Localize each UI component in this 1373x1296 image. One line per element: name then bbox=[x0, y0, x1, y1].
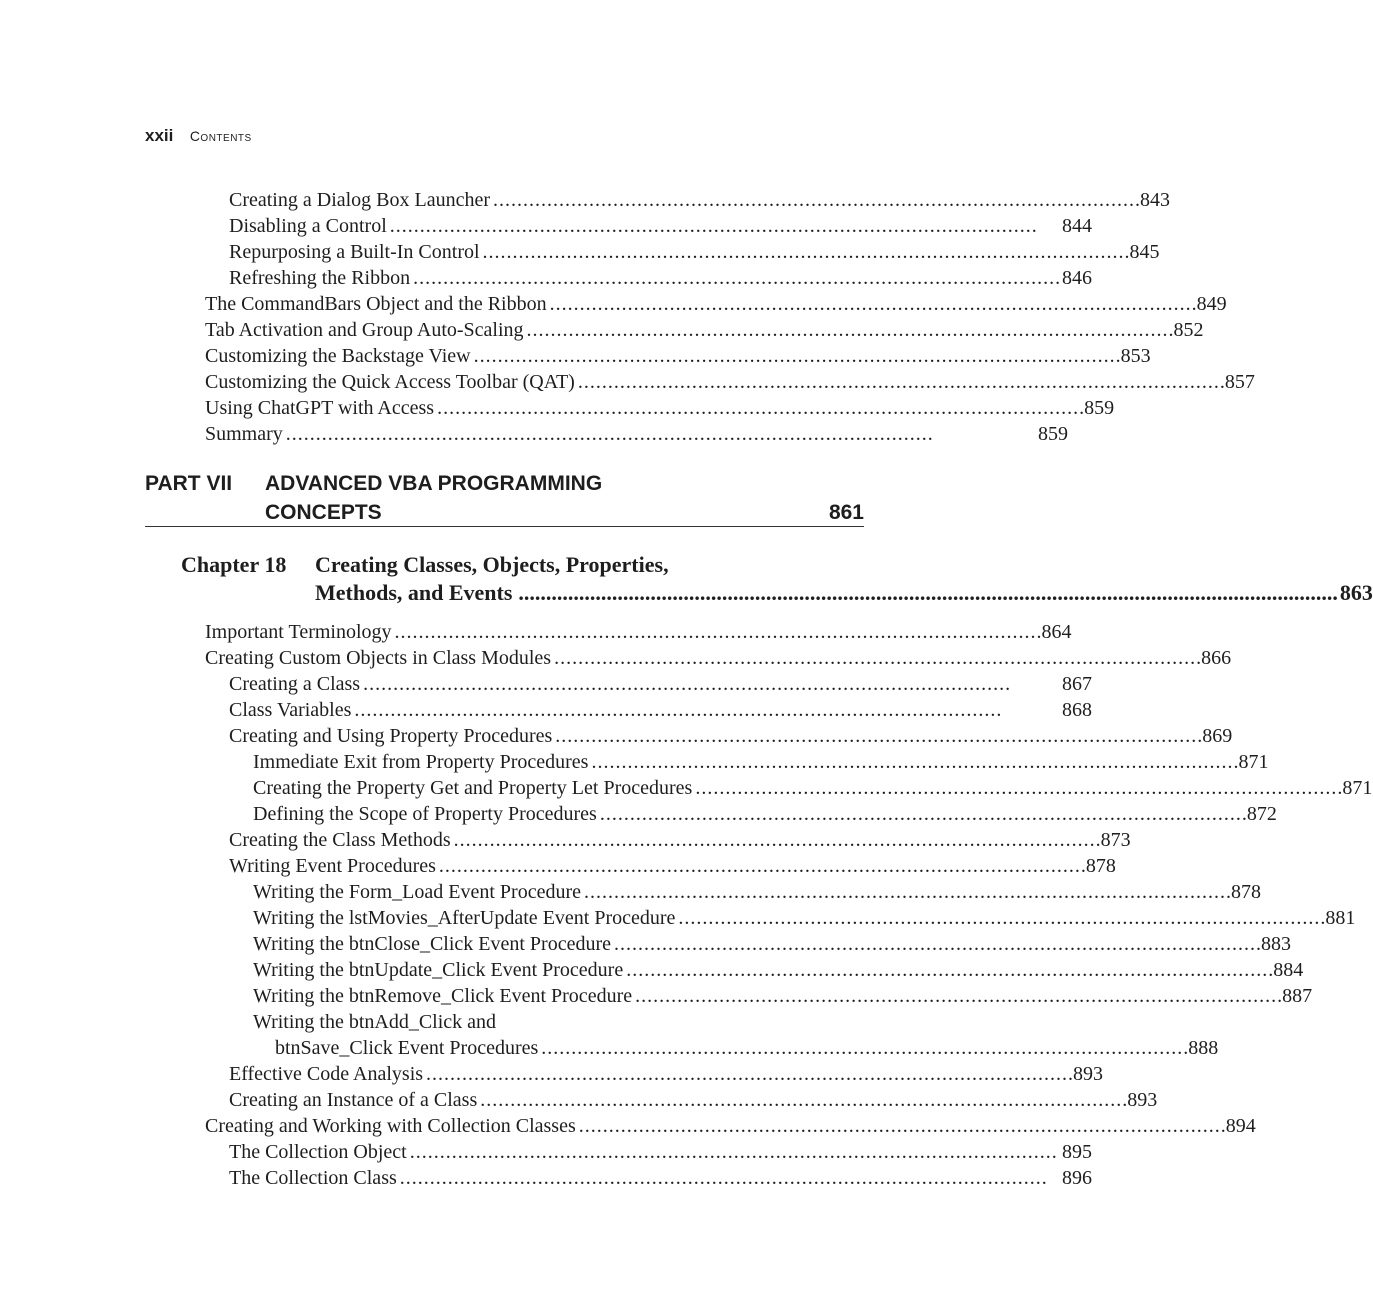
chapter-page: 863 bbox=[1339, 580, 1373, 605]
toc-entry-page: 853 bbox=[1120, 345, 1151, 367]
dot-leader bbox=[578, 369, 1223, 395]
toc-entry-title: Creating the Property Get and Property Let Procedures bbox=[253, 777, 693, 799]
dot-leader bbox=[527, 317, 1172, 343]
toc-entry-title: Writing the btnUpdate_Click Event Procedure bbox=[253, 959, 624, 981]
toc-entry-page: 881 bbox=[1325, 907, 1356, 929]
toc-entry[interactable] bbox=[0, 187, 1171, 213]
toc-entry-page: 878 bbox=[1085, 855, 1116, 877]
toc-entry-title: Customizing the Quick Access Toolbar (QAT) bbox=[205, 371, 575, 393]
toc-entry[interactable] bbox=[0, 879, 1261, 905]
toc-entry-title: btnSave_Click Event Procedures bbox=[275, 1037, 539, 1059]
toc-entry[interactable] bbox=[0, 1087, 1158, 1113]
toc-entry-page: 852 bbox=[1173, 319, 1204, 341]
toc-entry-page: 843 bbox=[1140, 189, 1171, 211]
dot-leader bbox=[554, 645, 1199, 671]
toc-entry-title: Immediate Exit from Property Procedures bbox=[253, 751, 589, 773]
chapter-title-line1: Creating Classes, Objects, Properties, bbox=[315, 552, 669, 577]
toc-entry-page: 894 bbox=[1225, 1115, 1256, 1137]
toc-entry-title: Disabling a Control bbox=[229, 215, 387, 237]
toc-entry-page: 869 bbox=[1202, 725, 1233, 747]
toc-entry[interactable] bbox=[0, 645, 1232, 671]
toc-entry-title: Effective Code Analysis bbox=[229, 1063, 424, 1085]
part-divider bbox=[145, 526, 864, 527]
toc-entry-title: Creating a Dialog Box Launcher bbox=[229, 189, 491, 211]
toc-entry-title: Customizing the Backstage View bbox=[205, 345, 471, 367]
toc-entry-title: Using ChatGPT with Access bbox=[205, 397, 435, 419]
toc-entry-page: 864 bbox=[1041, 621, 1072, 643]
toc-entry[interactable] bbox=[0, 801, 1277, 827]
dot-leader bbox=[579, 1113, 1224, 1139]
dot-leader bbox=[439, 853, 1084, 879]
dot-leader bbox=[614, 931, 1259, 957]
dot-leader bbox=[555, 723, 1200, 749]
toc-entry[interactable] bbox=[0, 619, 1072, 645]
toc-entry[interactable] bbox=[0, 369, 1255, 395]
dot-leader bbox=[413, 265, 1060, 291]
toc-entry-title: Creating Custom Objects in Class Modules bbox=[205, 647, 552, 669]
dot-leader bbox=[286, 421, 1036, 447]
toc-entry[interactable] bbox=[0, 1035, 1219, 1061]
toc-entry[interactable] bbox=[0, 343, 1151, 369]
toc-entry-title: Creating the Class Methods bbox=[229, 829, 451, 851]
part-title-line1: ADVANCED VBA PROGRAMMING bbox=[265, 472, 603, 495]
toc-entry[interactable] bbox=[0, 317, 1204, 343]
toc-entry-page: 859 bbox=[1084, 397, 1115, 419]
dot-leader bbox=[395, 619, 1040, 645]
chapter-title-line2: Methods, and Events bbox=[315, 580, 513, 605]
dot-leader bbox=[678, 905, 1323, 931]
toc-entry-page: 859 bbox=[1038, 423, 1068, 445]
toc-entry[interactable] bbox=[0, 697, 1092, 723]
dot-leader bbox=[695, 775, 1340, 801]
toc-entry-page: 871 bbox=[1342, 777, 1373, 799]
toc-entry-page: 872 bbox=[1246, 803, 1277, 825]
toc-entry-page: 867 bbox=[1062, 673, 1092, 695]
toc-entry-title: The CommandBars Object and the Ribbon bbox=[205, 293, 547, 315]
toc-entry-title: The Collection Object bbox=[229, 1141, 407, 1163]
dot-leader bbox=[541, 1035, 1186, 1061]
dot-leader bbox=[550, 291, 1195, 317]
toc-entry-title: Writing Event Procedures bbox=[229, 855, 436, 877]
dot-leader bbox=[454, 827, 1099, 853]
toc-entry-title: Creating and Using Property Procedures bbox=[229, 725, 553, 747]
dot-leader bbox=[390, 213, 1060, 239]
toc-entry[interactable] bbox=[0, 421, 1068, 447]
part-page: 861 bbox=[828, 501, 864, 524]
toc-entry[interactable] bbox=[0, 291, 1227, 317]
dot-leader bbox=[518, 580, 1338, 606]
toc-entry-title: Creating a Class bbox=[229, 673, 361, 695]
toc-entry-title: Writing the btnClose_Click Event Procedure bbox=[253, 933, 612, 955]
toc-entry[interactable] bbox=[0, 1061, 1104, 1087]
dot-leader bbox=[483, 239, 1128, 265]
toc-entry[interactable] bbox=[0, 905, 1356, 931]
dot-leader bbox=[400, 1165, 1060, 1191]
toc-entry-page: 893 bbox=[1127, 1089, 1158, 1111]
toc-entry-title: Class Variables bbox=[229, 699, 352, 721]
toc-entry-page: 846 bbox=[1062, 267, 1092, 289]
dot-leader bbox=[437, 395, 1082, 421]
toc-entry-page: 884 bbox=[1273, 959, 1304, 981]
toc-entry[interactable] bbox=[0, 853, 1116, 879]
chapter-label: Chapter 18 bbox=[181, 552, 287, 577]
dot-leader bbox=[474, 343, 1119, 369]
running-head-section: Contents bbox=[189, 128, 252, 144]
dot-leader bbox=[493, 187, 1138, 213]
toc-entry-page: 878 bbox=[1231, 881, 1261, 903]
part-title-line2: CONCEPTS bbox=[265, 501, 382, 524]
chapter-title-line2-row bbox=[315, 580, 1373, 606]
dot-leader bbox=[410, 1139, 1060, 1165]
toc-entry[interactable] bbox=[0, 671, 1092, 697]
toc-entry[interactable] bbox=[0, 957, 1304, 983]
toc-entry-title: Summary bbox=[205, 423, 283, 445]
toc-entry[interactable] bbox=[0, 1165, 1092, 1191]
toc-entry[interactable] bbox=[0, 265, 1092, 291]
toc-entry-page: 887 bbox=[1282, 985, 1313, 1007]
toc-entry[interactable] bbox=[0, 983, 1313, 1009]
part-label: PART VII bbox=[145, 472, 233, 495]
toc-entry-page: 844 bbox=[1062, 215, 1092, 237]
toc-entry-title: Important Terminology bbox=[205, 621, 392, 643]
toc-entry-title: Creating an Instance of a Class bbox=[229, 1089, 478, 1111]
dot-leader bbox=[626, 957, 1271, 983]
dot-leader bbox=[354, 697, 1060, 723]
toc-entry[interactable] bbox=[0, 827, 1131, 853]
toc-entry-title: Writing the Form_Load Event Procedure bbox=[253, 881, 581, 903]
page-number: xxii bbox=[145, 126, 174, 145]
dot-leader bbox=[591, 749, 1236, 775]
toc-entry-title: Repurposing a Built-In Control bbox=[229, 241, 480, 263]
dot-leader bbox=[600, 801, 1245, 827]
toc-entry-page: 845 bbox=[1129, 241, 1160, 263]
toc-entry-title: Writing the btnRemove_Click Event Procedure bbox=[253, 985, 633, 1007]
toc-entry[interactable] bbox=[0, 239, 1160, 265]
toc-entry-title: Refreshing the Ribbon bbox=[229, 267, 411, 289]
dot-leader bbox=[480, 1087, 1125, 1113]
toc-entry[interactable] bbox=[0, 213, 1092, 239]
toc-entry-wrap-start[interactable] bbox=[0, 1009, 1116, 1035]
toc-entry[interactable] bbox=[0, 723, 1233, 749]
toc-entry-title: Writing the btnAdd_Click and bbox=[253, 1011, 497, 1033]
toc-entry-page: 893 bbox=[1073, 1063, 1104, 1085]
dot-leader bbox=[635, 983, 1280, 1009]
toc-entry-page: 888 bbox=[1188, 1037, 1219, 1059]
toc-entry-page: 868 bbox=[1062, 699, 1092, 721]
toc-entry[interactable] bbox=[0, 749, 1269, 775]
toc-entry[interactable] bbox=[0, 931, 1292, 957]
toc-entry[interactable] bbox=[0, 775, 1373, 801]
toc-entry-page: 896 bbox=[1062, 1167, 1092, 1189]
dot-leader bbox=[584, 879, 1229, 905]
toc-entry-page: 871 bbox=[1238, 751, 1269, 773]
toc-entry[interactable] bbox=[0, 1139, 1092, 1165]
toc-entry-title: The Collection Class bbox=[229, 1167, 397, 1189]
toc-entry[interactable] bbox=[0, 1113, 1256, 1139]
toc-entry-page: 873 bbox=[1100, 829, 1131, 851]
dot-leader bbox=[363, 671, 1060, 697]
toc-entry-page: 895 bbox=[1062, 1141, 1092, 1163]
toc-entry[interactable] bbox=[0, 395, 1115, 421]
toc-entry-title: Defining the Scope of Property Procedures bbox=[253, 803, 597, 825]
toc-entry-page: 866 bbox=[1201, 647, 1232, 669]
toc-entry-title: Writing the lstMovies_AfterUpdate Event Procedure bbox=[253, 907, 676, 929]
toc-entry-title: Creating and Working with Collection Classes bbox=[205, 1115, 576, 1137]
toc-entry-page: 857 bbox=[1224, 371, 1255, 393]
toc-entry-title: Tab Activation and Group Auto-Scaling bbox=[205, 319, 524, 341]
running-head bbox=[145, 126, 252, 146]
toc-entry-page: 849 bbox=[1196, 293, 1227, 315]
dot-leader bbox=[426, 1061, 1071, 1087]
toc-entry-page: 883 bbox=[1261, 933, 1292, 955]
